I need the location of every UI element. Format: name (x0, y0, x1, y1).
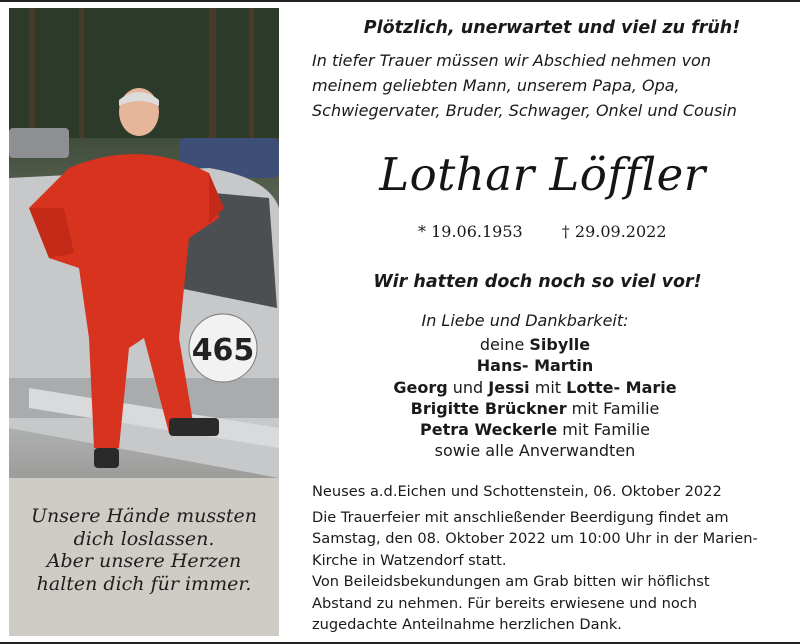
life-dates (418, 222, 778, 241)
family-name: Jessi (488, 377, 530, 397)
birth-date: * 19.06.1953 (418, 222, 523, 241)
family-line (290, 355, 780, 376)
family-name: Brigitte Brückner (410, 398, 567, 418)
deceased-name: Lothar Löffler (379, 148, 706, 201)
headline: Plötzlich, unerwartet und viel zu früh! (363, 18, 741, 38)
quote-line: halten dich für immer. (36, 572, 252, 595)
car-number: 465 (191, 333, 255, 368)
notice-line: Kirche in Watzendorf statt. (312, 551, 507, 569)
quote-line: dich loslassen. (73, 527, 215, 550)
family-name: Sibylle (529, 335, 591, 354)
family-line: Georg und Jessi mit Lotte- Marie (393, 377, 677, 397)
death-date: † 29.09.2022 (561, 222, 667, 241)
family-list (290, 334, 780, 462)
funeral-notice (312, 481, 792, 636)
family-name: Lotte- Marie (566, 377, 677, 397)
notice-line: Abstand zu nehmen. Für bereits erwiesene und noch (312, 594, 698, 612)
notice-line: Die Trauerfeier mit anschließender Beerdigung findet am (312, 508, 729, 526)
portrait-photo (9, 8, 279, 636)
notice-line: Samstag, den 08. Oktober 2022 um 10:00 Uhr in der Marien- (312, 530, 758, 547)
notice-line: Von Beileidsbekundungen am Grab bitten wir höflichst (312, 573, 710, 590)
thanks-line: In Liebe und Dankbarkeit: (421, 311, 629, 330)
intro-line: meinem geliebten Mann, unserem Papa, Opa, (312, 76, 680, 95)
family-name: Petra Weckerle (420, 420, 558, 440)
place-date: Neuses a.d.Eichen und Schottenstein, 06. Oktober 2022 (312, 483, 722, 500)
family-line: deine Sibylle (479, 335, 591, 354)
memorial-quote (9, 505, 279, 595)
family-line: Petra Weckerle mit Familie (420, 420, 650, 440)
quote-line: Unsere Hände mussten (30, 505, 258, 527)
quote-line: Aber unsere Herzen (46, 550, 242, 572)
motto: Wir hatten doch noch so viel vor! (373, 272, 702, 292)
intro-text (312, 48, 792, 123)
family-name: Hans- Martin (476, 356, 594, 376)
notice-line: zugedachte Anteilnahme herzlichen Dank. (312, 616, 622, 633)
intro-line: Schwiegervater, Bruder, Schwager, Onkel und Cousin (312, 101, 737, 120)
family-line: Brigitte Brückner mit Familie (410, 398, 660, 418)
intro-line: In tiefer Trauer müssen wir Abschied nehmen von (312, 51, 711, 70)
family-name: Georg (393, 377, 448, 397)
family-line: sowie alle Anverwandten (434, 441, 636, 461)
